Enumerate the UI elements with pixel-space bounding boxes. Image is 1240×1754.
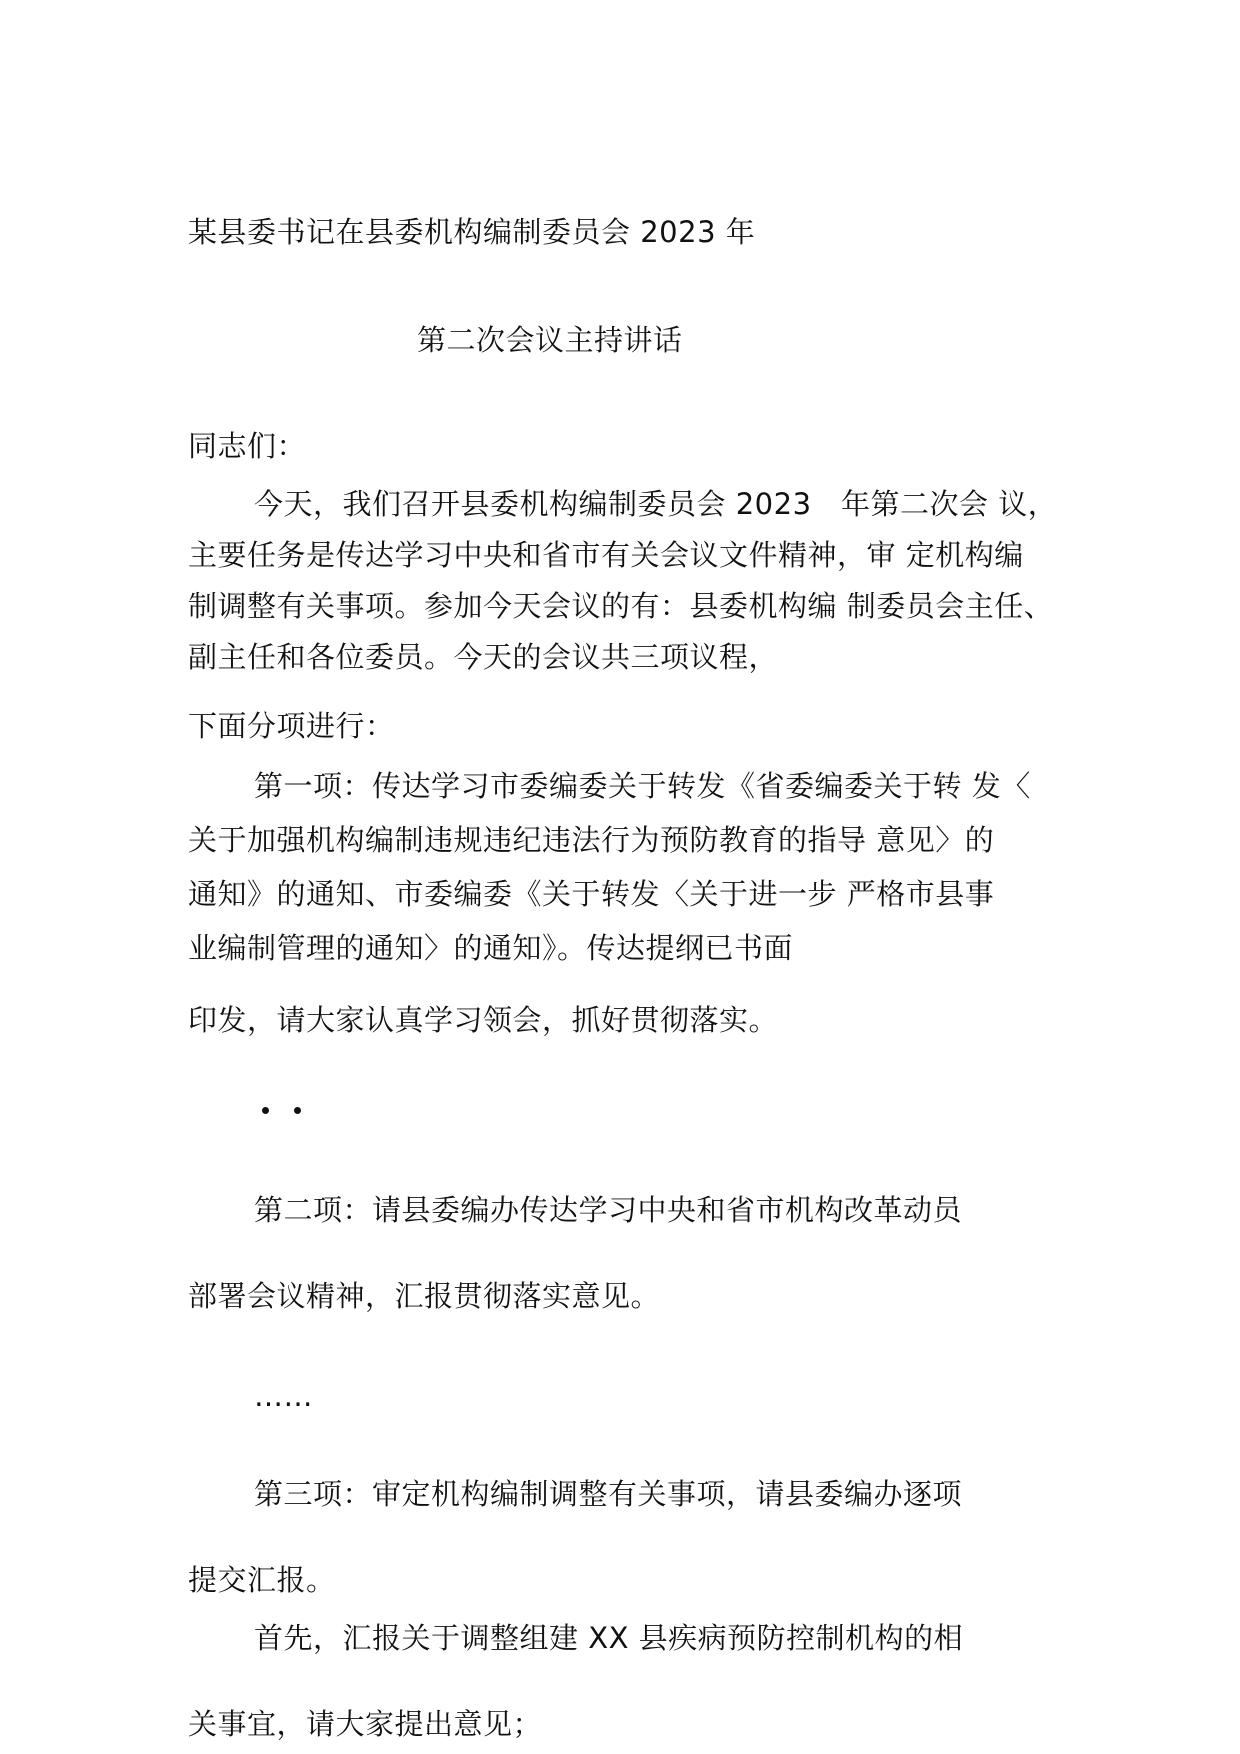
separator-dot xyxy=(294,1107,301,1114)
item-1-line-1: 第一项：传达学习市委编委关于转发《省委编委关于转 发〈 xyxy=(254,769,1031,803)
document-title-line-2: 第二次会议主持讲话 xyxy=(417,323,683,357)
dot-separator xyxy=(262,1104,310,1116)
paragraph-1-tail: 下面分项进行： xyxy=(188,709,395,743)
salutation: 同志们： xyxy=(188,429,307,463)
item-1-line-3: 通知》的通知、市委编委《关于转发〈关于进一步 严格市县事 xyxy=(188,877,995,911)
separator-dot xyxy=(262,1107,269,1114)
item-1-tail: 印发，请大家认真学习领会，抓好贯彻落实。 xyxy=(188,1003,779,1037)
item-2-line-1: 第二项：请县委编办传达学习中央和省市机构改革动员 xyxy=(254,1193,963,1227)
ellipsis: …… xyxy=(254,1379,313,1413)
paragraph-1-line-1: 今天，我们召开县委机构编制委员会 2023 年第二次会 议， xyxy=(254,487,1058,521)
document-title-line-1: 某县委书记在县委机构编制委员会 2023 年 xyxy=(188,215,756,249)
paragraph-1-line-2: 主要任务是传达学习中央和省市有关会议文件精神，审 定机构编 xyxy=(188,538,1024,572)
paragraph-1-line-3: 制调整有关事项。参加今天会议的有：县委机构编 制委员会主任、 xyxy=(188,589,1054,623)
first-item-line-2: 关事宜，请大家提出意见； xyxy=(188,1707,543,1741)
item-3-line-1: 第三项：审定机构编制调整有关事项，请县委编办逐项 xyxy=(254,1477,963,1511)
first-item-line-1: 首先，汇报关于调整组建 XX 县疾病预防控制机构的相 xyxy=(254,1621,964,1655)
item-1-line-2: 关于加强机构编制违规违纪违法行为预防教育的指导 意见〉的 xyxy=(188,823,995,857)
item-3-line-2: 提交汇报。 xyxy=(188,1563,336,1597)
paragraph-1-line-4: 副主任和各位委员。今天的会议共三项议程， xyxy=(188,640,779,674)
item-2-line-2: 部署会议精神，汇报贯彻落实意见。 xyxy=(188,1279,661,1313)
item-1-line-4: 业编制管理的通知〉的通知》。传达提纲已书面 xyxy=(188,931,794,965)
